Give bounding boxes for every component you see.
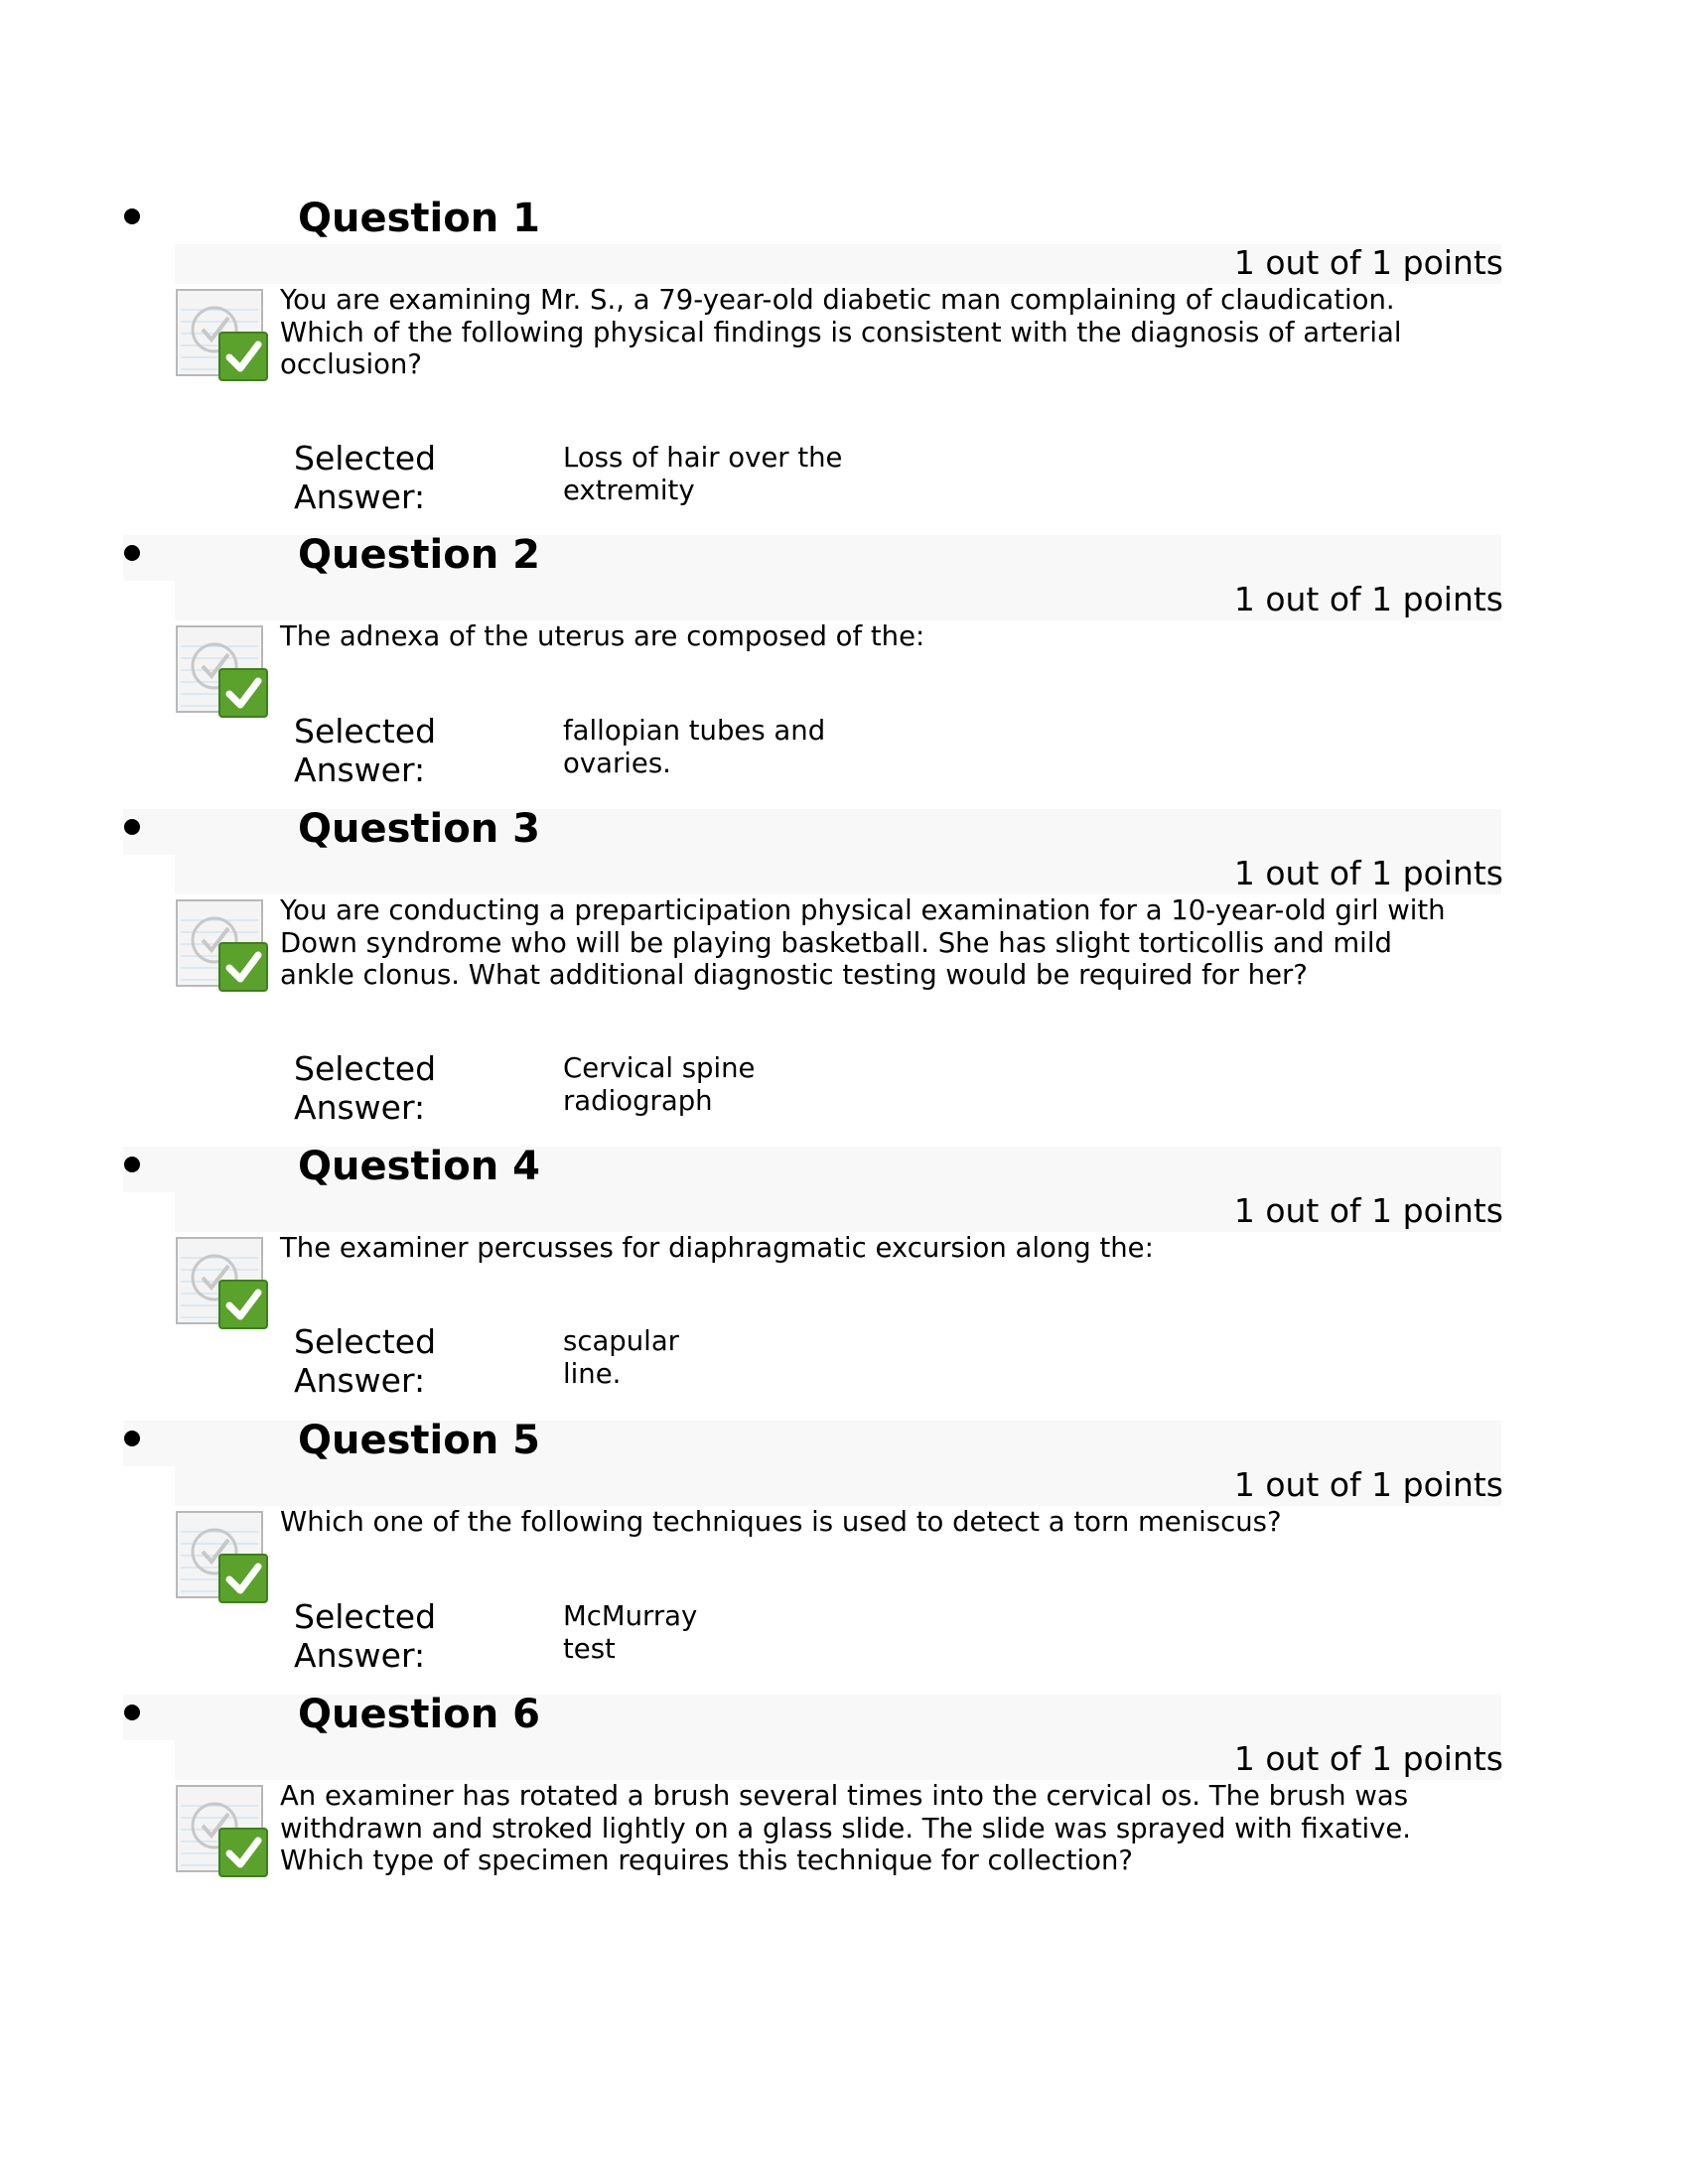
correct-answer-icon [175, 1236, 269, 1330]
correct-answer-icon [175, 288, 269, 382]
question-text: The examiner percusses for diaphragmatic excursion along the: [280, 1232, 1154, 1264]
correct-answer-icon [175, 1510, 269, 1604]
selected-answer-label: Selected Answer: [294, 1597, 437, 1675]
question-text: Which one of the following techniques is used to detect a torn meniscus? [280, 1506, 1282, 1538]
selected-answer-label: Selected Answer: [294, 712, 437, 789]
selected-answer-value: scapular line. [563, 1325, 679, 1390]
question-points: 1 out of 1 points [1233, 1465, 1503, 1504]
bullet-icon [124, 1431, 140, 1446]
selected-answer-label: Selected Answer: [294, 439, 437, 516]
selected-answer-value: fallopian tubes and ovaries. [563, 715, 826, 779]
question-points: 1 out of 1 points [1233, 1739, 1503, 1778]
question-title: Question 2 [298, 532, 540, 578]
question-points: 1 out of 1 points [1233, 243, 1503, 282]
selected-answer-value: Cervical spine radiograph [563, 1052, 756, 1117]
question-title: Question 6 [298, 1692, 540, 1737]
selected-answer-value: Loss of hair over the extremity [563, 442, 843, 506]
bullet-icon [124, 208, 140, 224]
correct-answer-icon [175, 1784, 269, 1878]
question-points: 1 out of 1 points [1233, 1191, 1503, 1230]
question-points: 1 out of 1 points [1233, 580, 1503, 618]
question-text: An examiner has rotated a brush several times into the cervical os. The brush was withdrawn and stroked lightly on a glass slide. The slide was sprayed with fixative. Which type of specimen requires this technique for collection? [280, 1780, 1412, 1876]
bullet-icon [124, 1157, 140, 1172]
question-title: Question 5 [298, 1418, 540, 1463]
selected-answer-label: Selected Answer: [294, 1322, 437, 1400]
bullet-icon [124, 545, 140, 561]
bullet-icon [124, 819, 140, 835]
question-text: You are conducting a preparticipation physical examination for a 10-year-old girl with Down syndrome who will be playing basketball. She has slight torticollis and mild ankle clonus. What additional diagnostic testing would be required for her? [280, 894, 1446, 991]
question-title: Question 4 [298, 1144, 540, 1189]
question-text: You are examining Mr. S., a 79-year-old diabetic man complaining of claudication. Which of the following physical findings is consistent with the diagnosis of arterial occlusion? [280, 284, 1402, 380]
question-points: 1 out of 1 points [1233, 854, 1503, 892]
selected-answer-value: McMurray test [563, 1600, 698, 1665]
question-title: Question 3 [298, 806, 540, 852]
correct-answer-icon [175, 898, 269, 993]
question-text: The adnexa of the uterus are composed of the: [280, 620, 925, 652]
correct-answer-icon [175, 624, 269, 719]
selected-answer-label: Selected Answer: [294, 1049, 437, 1127]
bullet-icon [124, 1705, 140, 1720]
question-title: Question 1 [298, 196, 540, 241]
